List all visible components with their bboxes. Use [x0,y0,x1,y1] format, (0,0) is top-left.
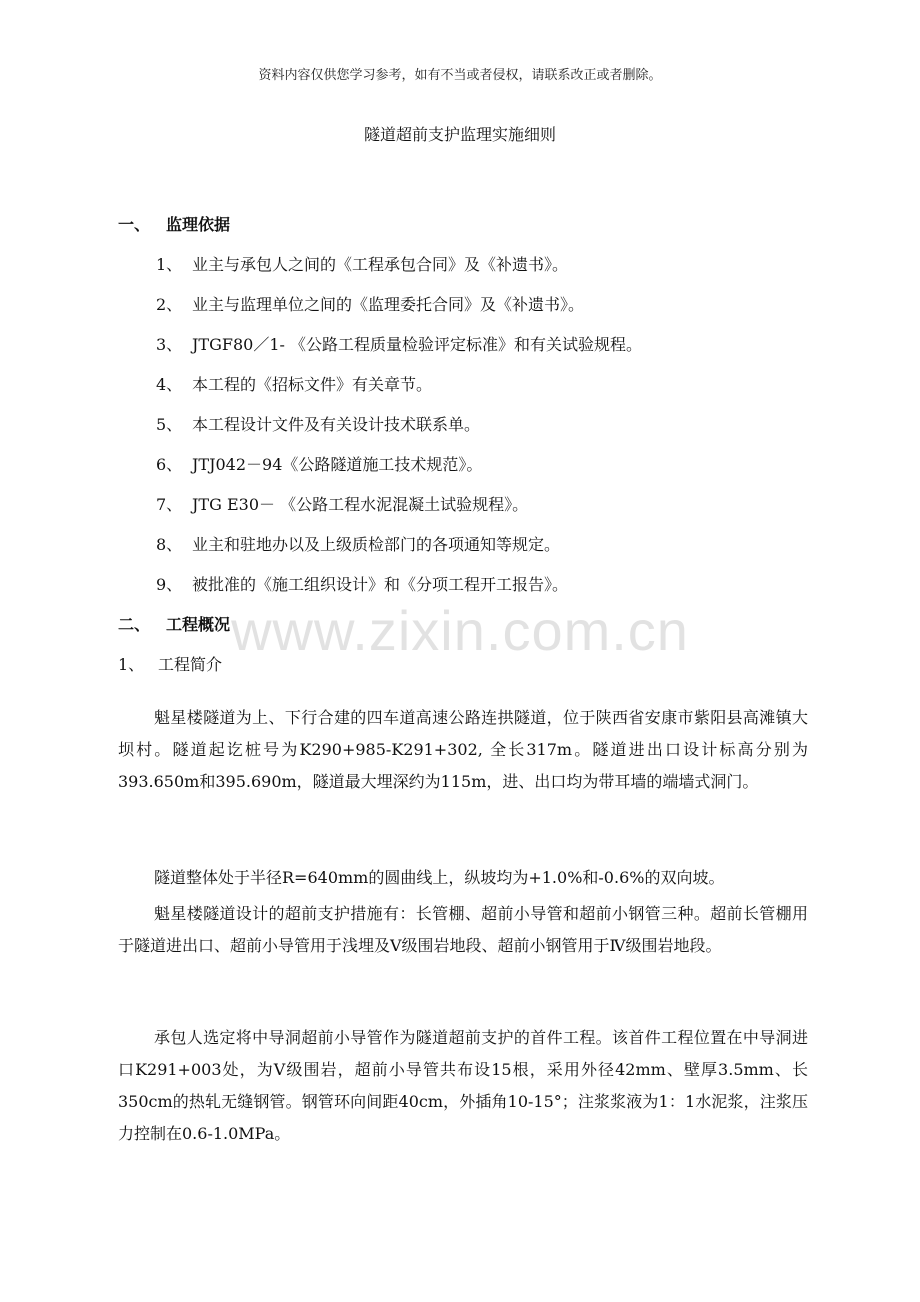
section-1-number: 一、 [118,215,151,234]
body-paragraph: 魁星楼隧道为上、下行合建的四车道高速公路连拱隧道，位于陕西省安康市紫阳县高滩镇大坝村。隧道起讫桩号为K290+985-K291+302, 全长317m。隧道进出口设计标高分别为393.650m和395.690m，隧道最大埋深约为115m，进、出口均为带耳墙的端墙式洞门。 [118,708,808,791]
list-item [156,372,432,395]
list-item-text: 业主与承包人之间的《工程承包合同》及《补遗书》。 [192,255,569,274]
list-item-text: JTGF80／1- 《公路工程质量检验评定标准》和有关试验规程。 [192,335,643,354]
section-2-number: 二、 [118,615,151,634]
list-item-text: 业主与监理单位之间的《监理委托合同》及《补遗书》。 [192,295,585,314]
list-item-number: 8、 [156,535,183,554]
list-item [156,252,568,275]
list-item [156,572,568,595]
section-1-heading [118,212,230,235]
list-item-number: 3、 [156,335,183,354]
section-2-heading [118,612,230,635]
section-2-label: 工程概况 [166,615,231,634]
list-item-text: JTJ042－94《公路隧道施工技术规范》。 [192,455,483,474]
list-item [156,532,560,555]
list-item-number: 4、 [156,375,183,394]
body-paragraph: 承包人选定将中导洞超前小导管作为隧道超前支护的首件工程。该首件工程位置在中导洞进口K291+003处，为Ⅴ级围岩，超前小导管共布设15根，采用外径42mm、壁厚3.5mm、长350cm的热轧无缝钢管。钢管环向间距40cm，外插角10-15°；注浆浆液为1：1水泥浆，注浆压力控制在0.6-1.0MPa。 [118,1028,808,1143]
list-item-number: 6、 [156,455,183,474]
list-item-number: 1、 [156,255,183,274]
subsection-heading [118,652,222,675]
list-item-text: 本工程设计文件及有关设计技术联系单。 [192,415,481,434]
disclaimer-note: 资料内容仅供您学习参考，如有不当或者侵权，请联系改正或者删除。 [258,68,662,83]
document-title: 隧道超前支护监理实施细则 [363,125,556,144]
list-item-number: 2、 [156,295,183,314]
list-item [156,492,528,515]
list-item-number: 9、 [156,575,183,594]
body-paragraph: 魁星楼隧道设计的超前支护措施有：长管棚、超前小导管和超前小钢管三种。超前长管棚用于隧道进出口、超前小导管用于浅埋及Ⅴ级围岩地段、超前小钢管用于Ⅳ级围岩地段。 [118,904,808,955]
subsection-label: 工程简介 [158,655,223,674]
list-item [156,332,642,355]
list-item [156,412,480,435]
section-1-label: 监理依据 [166,215,231,234]
subsection-number: 1、 [118,655,145,674]
list-item-text: JTG E30－ 《公路工程水泥混凝土试验规程》。 [192,495,529,514]
list-item-text: 本工程的《招标文件》有关章节。 [192,375,433,394]
site-watermark: www.zixin.com.cn [231,599,689,662]
list-item-text: 被批准的《施工组织设计》和《分项工程开工报告》。 [192,575,569,594]
list-item [156,452,482,475]
list-item-number: 5、 [156,415,183,434]
body-paragraph: 隧道整体处于半径R=640mm的圆曲线上，纵坡均为+1.0%和-0.6%的双向坡。 [154,868,725,887]
list-item [156,292,584,315]
list-item-number: 7、 [156,495,183,514]
list-item-text: 业主和驻地办以及上级质检部门的各项通知等规定。 [192,535,561,554]
